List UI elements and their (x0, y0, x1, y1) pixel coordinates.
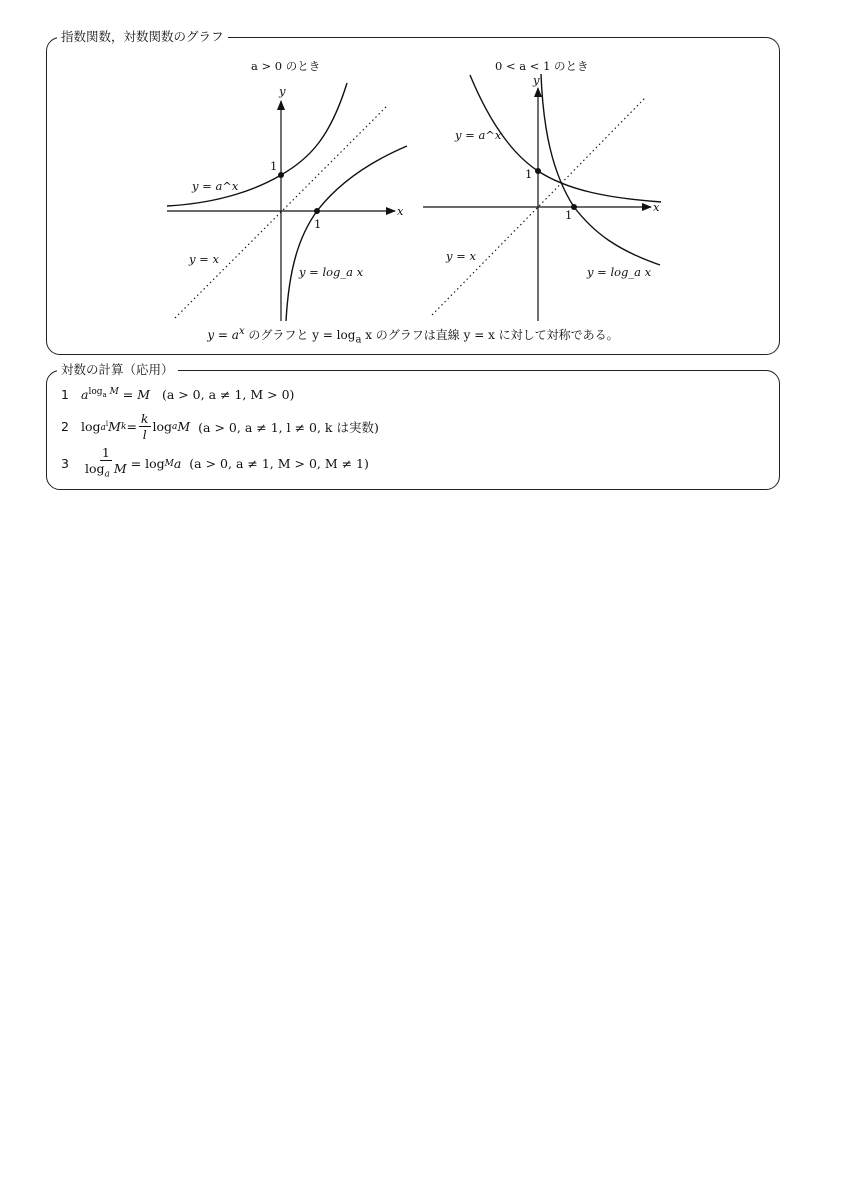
caption-part: x のグラフは直線 y = x に対して対称である。 (361, 328, 619, 342)
formula-row-1 (61, 387, 294, 402)
y-intercept-point (278, 172, 284, 178)
y-intercept-label: 1 (270, 159, 278, 173)
formula-1-condition: (a > 0, a ≠ 1, M > 0) (161, 387, 295, 403)
formula-1: $a^{log_a M} = M$ (a > 0, a ≠ 1, M > 0) (81, 387, 295, 403)
formula-2-condition: (a > 0, a ≠ 1, l ≠ 0, k は実数) (198, 419, 379, 435)
log-label: y = log_a x (299, 265, 364, 279)
caption-sub: a (355, 334, 362, 346)
log-label: y = log_a x (587, 265, 652, 279)
formula-number: 1 (61, 387, 69, 403)
caption-sup: x (238, 326, 245, 337)
log-curve (286, 146, 407, 321)
symmetry-caption (47, 326, 779, 345)
caption-part: のグラフと y = log (244, 328, 356, 342)
formula-2: log $a^l$ M k = $\frac{k}{l}$ log a M (a > 0, a ≠ 1, l ≠ 0, k は実数) (81, 411, 379, 442)
x-intercept-label: 1 (314, 217, 322, 231)
formula-number: 2 (61, 419, 69, 434)
line-label: y = x (446, 249, 476, 263)
log-formulas-box-title: 対数の計算（応用） (57, 361, 178, 379)
graph-right-heading: 0 < a < 1 のとき (495, 59, 589, 73)
y-axis-label: y (533, 73, 540, 87)
exp-label: y = a^x (455, 128, 502, 142)
formula-3: $\frac{1}{\log_a M}$ = log M a (a > 0, a ≠ 1, M > 0, M ≠ 1) (81, 445, 369, 483)
log-curve (541, 74, 660, 265)
x-intercept-point (314, 208, 320, 214)
graphs-box-title: 指数関数，対数関数のグラフ (57, 28, 228, 46)
formula-row-2 (61, 411, 379, 442)
exp-label: y = a^x (192, 179, 239, 193)
x-intercept-label: 1 (565, 208, 573, 222)
graph-left-heading: a > 0 のとき (251, 59, 321, 73)
fraction-k-over-l: $\frac{k}{l}$ (140, 411, 149, 442)
graph-left (167, 59, 407, 321)
y-intercept-point (535, 168, 541, 174)
log-formulas-box (46, 362, 780, 490)
graphs-box (46, 29, 780, 355)
formula-number: 3 (61, 456, 69, 472)
formula-3-condition: (a > 0, a ≠ 1, M > 0, M ≠ 1) (189, 456, 369, 472)
x-axis-label: x (653, 200, 660, 214)
fraction-one-over-log: $\frac{1}{\log_a M}$ (85, 445, 127, 480)
graphs-svg (47, 38, 781, 356)
y-intercept-label: 1 (525, 167, 533, 181)
y-axis-label: y (279, 84, 286, 98)
caption-part: y = a (207, 328, 239, 342)
formula-row-3 (61, 445, 369, 483)
graph-right (423, 59, 661, 321)
line-label: y = x (189, 252, 219, 266)
x-axis-label: x (397, 204, 404, 218)
